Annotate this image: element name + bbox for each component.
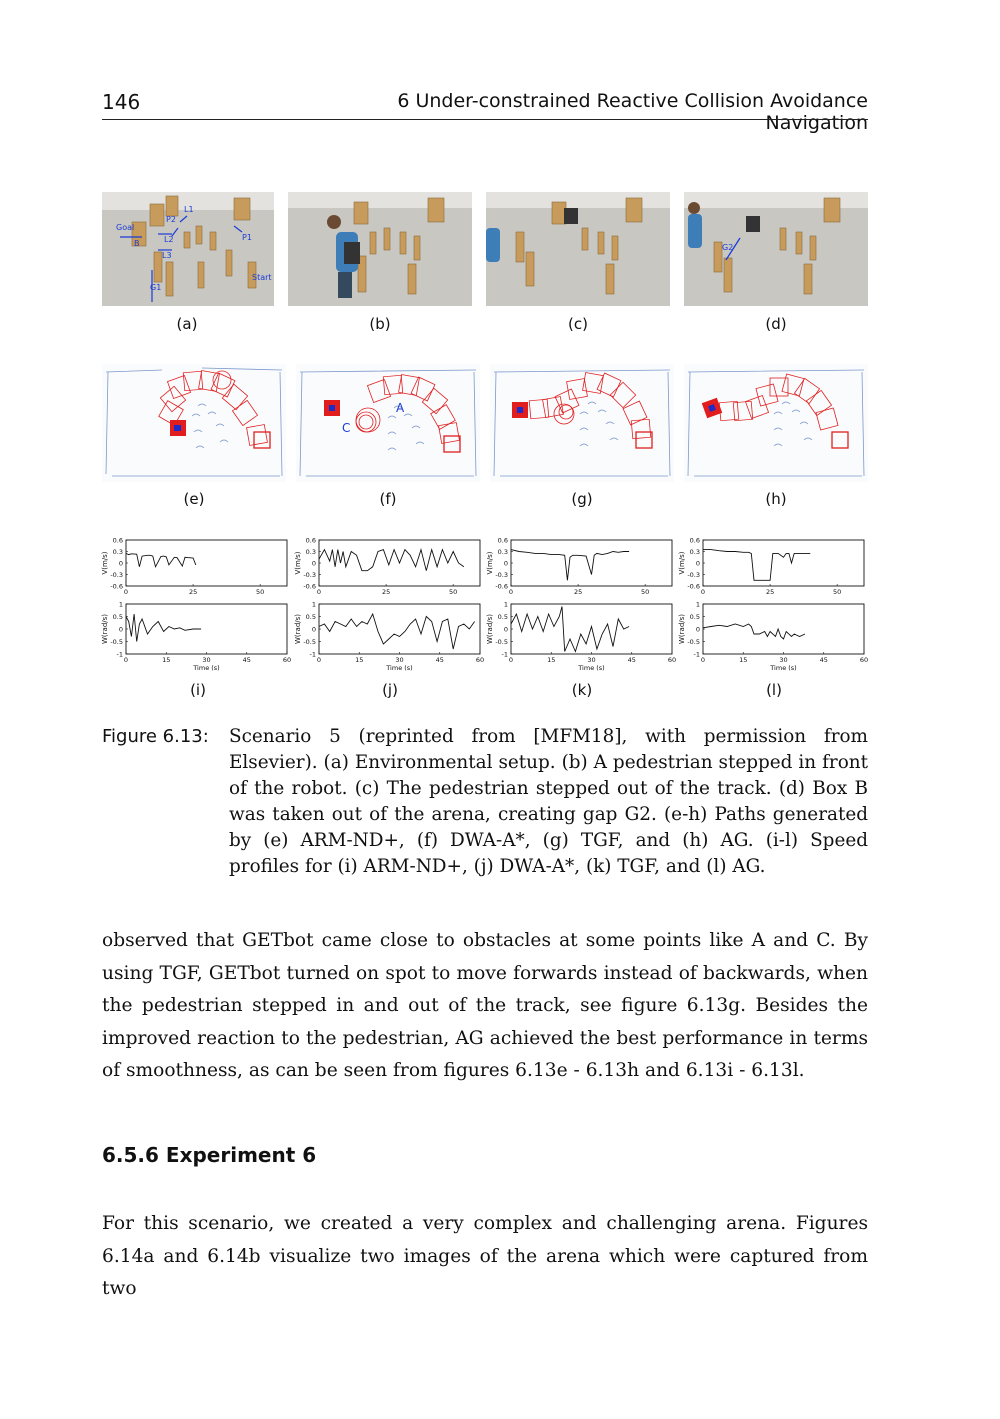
x-tick-label: 0: [316, 588, 322, 596]
subfig-label-g: (g): [571, 490, 593, 508]
subfig-label-k: (k): [571, 681, 593, 699]
series-line-V: [126, 553, 196, 566]
series-line-V: [703, 550, 810, 581]
y-tick-label: 0.3: [497, 548, 508, 556]
x-tick-label: 25: [188, 588, 198, 596]
page-number: 146: [102, 90, 141, 114]
y-tick-label: -0.5: [687, 638, 700, 646]
y-axis-label: W(rad/s): [486, 614, 494, 644]
y-tick-label: 0: [695, 559, 700, 568]
annot-p2: P2: [166, 215, 176, 224]
y-tick-label: 0: [311, 625, 316, 634]
y-tick-label: 0.5: [112, 613, 123, 621]
plot-1-1: [294, 601, 484, 673]
x-tick-label: 60: [859, 656, 869, 664]
plot-frame: [511, 540, 672, 586]
x-tick-label: 25: [573, 588, 583, 596]
body-paragraph-2: For this scenario, we created a very complex and challenging arena. Figures 6.14a and 6.14b visualize two images of the arena which were captured from two: [102, 1213, 868, 1299]
annot-l1: L1: [184, 205, 194, 214]
subfig-label-j: (j): [382, 681, 398, 699]
plot-2-0: [486, 537, 672, 597]
y-tick-label: 0.6: [112, 536, 123, 545]
plot-2-1: [486, 601, 676, 673]
x-tick-label: 0: [700, 588, 706, 596]
x-tick-label: 30: [779, 656, 788, 664]
x-tick-label: 45: [819, 656, 828, 664]
x-tick-label: 15: [162, 656, 171, 664]
x-tick-label: 45: [242, 656, 251, 664]
plot-frame: [703, 604, 864, 654]
annot-start: Start: [252, 273, 272, 282]
plot-frame: [126, 540, 287, 586]
y-tick-label: -0.3: [303, 571, 316, 579]
x-axis-label: Time (s): [193, 664, 220, 672]
body-paragraph-1: observed that GETbot came close to obstacles at some points like A and C. By using TGF, GETbot turned on spot to move forwards instead of backwards, when the pedestrian stepped in and out of the track, see figure 6.13g. Besides the improved reaction to the pedestrian, AG achieved the best performance in terms of smoothness, as can be seen from figures 6.13e - 6.13h and 6.13i - 6.13l.: [102, 930, 868, 1081]
series-line-W: [511, 607, 629, 652]
y-tick-label: 1: [118, 600, 123, 609]
y-tick-label: -1: [309, 650, 316, 659]
y-tick-label: -0.6: [495, 582, 508, 591]
subfig-label-h: (h): [765, 490, 787, 508]
x-axis-label: Time (s): [386, 664, 413, 672]
x-tick-label: 15: [739, 656, 748, 664]
series-line-W: [319, 614, 475, 649]
y-tick-label: -0.3: [687, 571, 700, 579]
section-heading: 6.5.6 Experiment 6: [102, 1143, 317, 1167]
y-tick-label: 0.6: [689, 536, 700, 545]
y-axis-label: W(rad/s): [101, 614, 109, 644]
plot-0-1: [101, 601, 291, 673]
y-axis-label: V(m/s): [101, 551, 109, 575]
plot-3-0: [678, 537, 864, 597]
x-tick-label: 60: [282, 656, 292, 664]
y-tick-label: 0.3: [305, 548, 316, 556]
series-line-W: [126, 614, 201, 642]
x-tick-label: 50: [449, 588, 458, 596]
x-tick-label: 0: [508, 656, 514, 664]
x-tick-label: 45: [627, 656, 636, 664]
y-tick-label: 1: [695, 600, 700, 609]
x-tick-label: 0: [123, 656, 129, 664]
x-tick-label: 50: [256, 588, 265, 596]
subfig-label-a: (a): [176, 315, 198, 333]
plot-frame: [319, 604, 480, 654]
y-tick-label: 0: [118, 559, 123, 568]
annot-l2: L2: [164, 235, 174, 244]
subfig-label-f: (f): [379, 490, 397, 508]
y-axis-label: W(rad/s): [678, 614, 686, 644]
y-axis-label: W(rad/s): [294, 614, 302, 644]
annot-p1: P1: [242, 233, 252, 242]
x-tick-label: 0: [316, 656, 322, 664]
y-tick-label: 0: [695, 625, 700, 634]
y-tick-label: 0.6: [305, 536, 316, 545]
x-tick-label: 25: [765, 588, 775, 596]
y-tick-label: 0.3: [112, 548, 123, 556]
y-tick-label: 0.5: [689, 613, 700, 621]
map-annot-a: A: [396, 401, 405, 415]
y-tick-label: 0: [118, 625, 123, 634]
subfig-label-e: (e): [183, 490, 205, 508]
x-tick-label: 0: [508, 588, 514, 596]
map-annot-c: C: [342, 421, 351, 435]
annot-g2: G2: [722, 243, 734, 252]
running-header: 6 Under-constrained Reactive Collision Avoidance Navigation: [397, 90, 868, 134]
x-tick-label: 30: [587, 656, 596, 664]
series-line-V: [319, 550, 464, 571]
y-tick-label: 1: [311, 600, 316, 609]
y-tick-label: 0.6: [497, 536, 508, 545]
y-tick-label: -0.3: [110, 571, 123, 579]
subfig-label-l: (l): [766, 681, 782, 699]
y-axis-label: V(m/s): [678, 551, 686, 575]
y-tick-label: 0.5: [497, 613, 508, 621]
subfig-label-i: (i): [190, 681, 206, 699]
plot-3-1: [678, 601, 868, 673]
y-tick-label: 0.3: [689, 548, 700, 556]
x-tick-label: 45: [435, 656, 444, 664]
plot-0-0: [101, 537, 287, 597]
plot-frame: [511, 604, 672, 654]
plot-frame: [126, 604, 287, 654]
plot-1-0: [294, 537, 480, 597]
y-tick-label: 1: [503, 600, 508, 609]
series-line-W: [703, 624, 805, 639]
y-axis-label: V(m/s): [486, 551, 494, 575]
x-tick-label: 25: [381, 588, 391, 596]
y-tick-label: -0.6: [303, 582, 316, 591]
subfig-label-c: (c): [568, 315, 588, 333]
x-tick-label: 0: [700, 656, 706, 664]
x-axis-label: Time (s): [770, 664, 797, 672]
y-tick-label: 0: [503, 559, 508, 568]
annot-goal: Goal: [116, 223, 135, 232]
x-tick-label: 0: [123, 588, 129, 596]
x-tick-label: 50: [641, 588, 650, 596]
y-tick-label: -0.5: [303, 638, 316, 646]
annot-g1: G1: [150, 283, 162, 292]
x-axis-label: Time (s): [578, 664, 605, 672]
x-tick-label: 15: [547, 656, 556, 664]
y-tick-label: -0.6: [687, 582, 700, 591]
y-axis-label: V(m/s): [294, 551, 302, 575]
y-tick-label: -0.3: [495, 571, 508, 579]
x-tick-label: 15: [355, 656, 364, 664]
x-tick-label: 30: [395, 656, 404, 664]
x-tick-label: 60: [667, 656, 677, 664]
figure-caption: Scenario 5 (reprinted from [MFM18], with permission from Elsevier). (a) Environmental setup. (b) A pedestrian stepped in front of the robot. (c) The pedestrian stepped out of the track. (d) Box B was taken out of the arena, creating gap G2. (e-h) Paths generated by (e) ARM-ND+, (f) DWA-A*, (g) TGF, and (h) AG. (i-l) Speed profiles for (i) ARM-ND+, (j) DWA-A*, (k) TGF, and (l) AG.: [229, 726, 868, 877]
subfig-label-d: (d): [765, 315, 787, 333]
y-tick-label: -0.6: [110, 582, 123, 591]
x-tick-label: 60: [475, 656, 485, 664]
subfig-label-b: (b): [369, 315, 391, 333]
annot-b: B: [134, 239, 140, 248]
figure-label: Figure 6.13:: [102, 726, 209, 747]
y-tick-label: 0.5: [305, 613, 316, 621]
y-tick-label: -1: [501, 650, 508, 659]
y-tick-label: 0: [503, 625, 508, 634]
plot-frame: [703, 540, 864, 586]
y-tick-label: -0.5: [110, 638, 123, 646]
annot-l3: L3: [162, 251, 172, 260]
x-tick-label: 50: [833, 588, 842, 596]
y-tick-label: -0.5: [495, 638, 508, 646]
series-line-V: [511, 550, 629, 581]
x-tick-label: 30: [202, 656, 211, 664]
y-tick-label: -1: [693, 650, 700, 659]
y-tick-label: -1: [116, 650, 123, 659]
y-tick-label: 0: [311, 559, 316, 568]
